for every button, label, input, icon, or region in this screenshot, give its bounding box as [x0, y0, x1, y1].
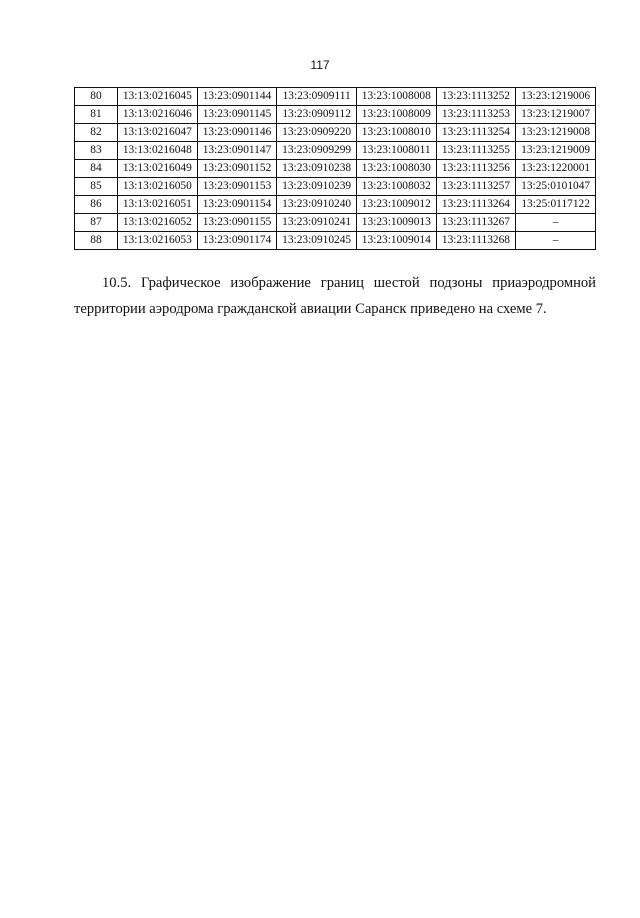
- paragraph-line: 10.5. Графическое изображение границ шестой подзоны приаэродромной: [102, 275, 596, 291]
- table-cell: 13:23:0901155: [197, 214, 277, 232]
- table-cell: 13:23:1113254: [436, 124, 516, 142]
- table-cell: 13:23:1008010: [356, 124, 436, 142]
- table-cell: 13:23:1008030: [356, 160, 436, 178]
- table-row: [75, 214, 596, 232]
- row-number-cell: 85: [75, 178, 118, 196]
- table-cell: 13:23:0910240: [277, 196, 357, 214]
- table-cell: 13:23:1113256: [436, 160, 516, 178]
- table-row: [75, 88, 596, 106]
- paragraph-10-5: [74, 270, 596, 322]
- table-cell: –: [516, 232, 596, 250]
- table-cell: 13:13:0216053: [118, 232, 198, 250]
- table-cell: 13:13:0216045: [118, 88, 198, 106]
- table-row: [75, 106, 596, 124]
- table-cell: 13:23:0901154: [197, 196, 277, 214]
- table-cell: 13:23:0910238: [277, 160, 357, 178]
- table-cell: 13:23:0910239: [277, 178, 357, 196]
- table-cell: 13:25:0101047: [516, 178, 596, 196]
- table-cell: 13:23:1113267: [436, 214, 516, 232]
- table-cell: 13:13:0216047: [118, 124, 198, 142]
- row-number-cell: 84: [75, 160, 118, 178]
- table-cell: 13:23:0910241: [277, 214, 357, 232]
- table-cell: 13:13:0216051: [118, 196, 198, 214]
- table-cell: 13:23:0909220: [277, 124, 357, 142]
- table-cell: 13:23:1008032: [356, 178, 436, 196]
- table-cell: 13:23:1009014: [356, 232, 436, 250]
- table-cell: 13:23:1219009: [516, 142, 596, 160]
- table-cell: 13:13:0216046: [118, 106, 198, 124]
- table-cell: 13:23:1113264: [436, 196, 516, 214]
- row-number-cell: 88: [75, 232, 118, 250]
- table-cell: 13:23:1219006: [516, 88, 596, 106]
- table-cell: 13:23:1219008: [516, 124, 596, 142]
- table-row: [75, 124, 596, 142]
- table-cell: 13:23:1219007: [516, 106, 596, 124]
- table-row: [75, 160, 596, 178]
- table-cell: 13:13:0216050: [118, 178, 198, 196]
- table-row: [75, 232, 596, 250]
- row-number-cell: 80: [75, 88, 118, 106]
- cadastral-numbers-table: [74, 87, 596, 250]
- row-number-cell: 83: [75, 142, 118, 160]
- table-cell: 13:23:0901152: [197, 160, 277, 178]
- table-cell: 13:23:1008009: [356, 106, 436, 124]
- row-number-cell: 81: [75, 106, 118, 124]
- page-number: 117: [310, 58, 330, 72]
- table-cell: –: [516, 214, 596, 232]
- table-cell: 13:23:1113268: [436, 232, 516, 250]
- table-cell: 13:13:0216049: [118, 160, 198, 178]
- table-cell: 13:23:1009012: [356, 196, 436, 214]
- table-cell: 13:23:1113255: [436, 142, 516, 160]
- table-cell: 13:23:1113253: [436, 106, 516, 124]
- table-cell: 13:13:0216052: [118, 214, 198, 232]
- table-cell: 13:23:1009013: [356, 214, 436, 232]
- table-cell: 13:23:0901144: [197, 88, 277, 106]
- table-cell: 13:23:0901147: [197, 142, 277, 160]
- table-cell: 13:23:1113257: [436, 178, 516, 196]
- table-cell: 13:23:0901153: [197, 178, 277, 196]
- table-cell: 13:23:0901145: [197, 106, 277, 124]
- table-row: [75, 196, 596, 214]
- table-cell: 13:25:0117122: [516, 196, 596, 214]
- table-cell: 13:23:1113252: [436, 88, 516, 106]
- table-cell: 13:23:1008008: [356, 88, 436, 106]
- table-cell: 13:23:0909111: [277, 88, 357, 106]
- table-row: [75, 178, 596, 196]
- row-number-cell: 82: [75, 124, 118, 142]
- table-cell: 13:23:0901174: [197, 232, 277, 250]
- table-cell: 13:23:0909299: [277, 142, 357, 160]
- row-number-cell: 86: [75, 196, 118, 214]
- table-row: [75, 142, 596, 160]
- paragraph-line: территории аэродрома гражданской авиации Саранск приведено на схеме 7.: [74, 301, 547, 317]
- table-cell: 13:23:1220001: [516, 160, 596, 178]
- table-cell: 13:23:0909112: [277, 106, 357, 124]
- table-cell: 13:23:1008011: [356, 142, 436, 160]
- table-cell: 13:23:0910245: [277, 232, 357, 250]
- row-number-cell: 87: [75, 214, 118, 232]
- table-cell: 13:23:0901146: [197, 124, 277, 142]
- table-cell: 13:13:0216048: [118, 142, 198, 160]
